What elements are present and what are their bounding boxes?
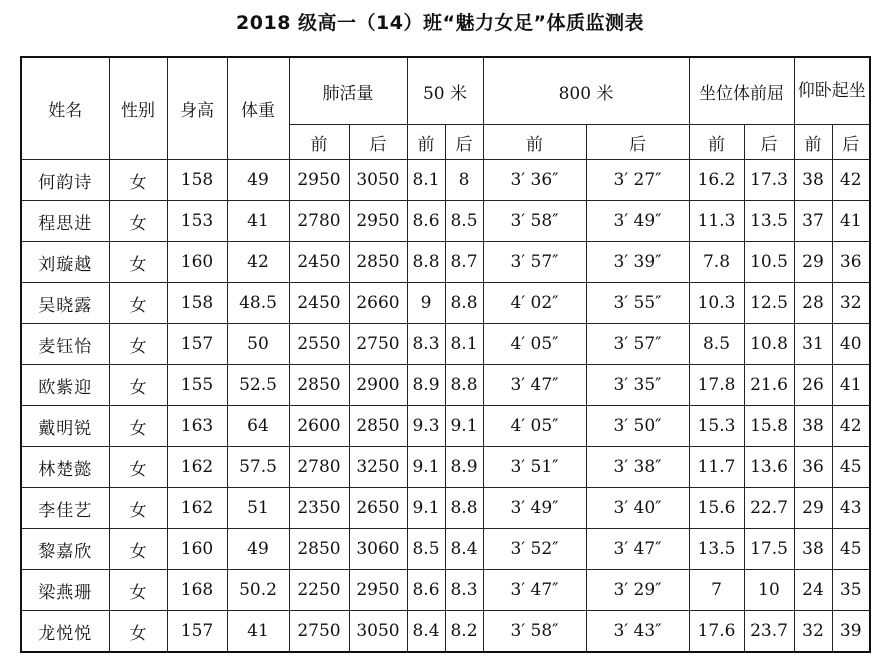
cell-lung-after: 2660 <box>349 283 407 324</box>
header-name: 姓名 <box>21 57 109 160</box>
subheader-after: 后 <box>445 125 483 160</box>
cell-name: 程思进 <box>21 201 109 242</box>
cell-sit-ups-before: 31 <box>794 324 832 365</box>
subheader-before: 前 <box>483 125 586 160</box>
cell-sit-reach-after: 10 <box>744 570 794 611</box>
cell-sit-reach-before: 15.3 <box>689 406 744 447</box>
cell-sit-ups-after: 42 <box>832 160 870 201</box>
cell-gender: 女 <box>109 283 167 324</box>
cell-lung-after: 3060 <box>349 529 407 570</box>
cell-800m-after: 3′ 39″ <box>586 242 689 283</box>
cell-sit-ups-before: 36 <box>794 447 832 488</box>
cell-lung-before: 2780 <box>289 447 349 488</box>
subheader-after: 后 <box>744 125 794 160</box>
cell-sit-reach-after: 10.5 <box>744 242 794 283</box>
cell-sit-reach-after: 17.3 <box>744 160 794 201</box>
cell-800m-after: 3′ 57″ <box>586 324 689 365</box>
header-sit-ups: 仰卧起坐 <box>794 57 870 125</box>
cell-50m-before: 9.1 <box>407 447 445 488</box>
cell-50m-after: 8.2 <box>445 611 483 653</box>
cell-name: 林楚懿 <box>21 447 109 488</box>
table-row <box>21 570 870 611</box>
cell-800m-after: 3′ 27″ <box>586 160 689 201</box>
cell-sit-ups-after: 36 <box>832 242 870 283</box>
cell-sit-ups-before: 38 <box>794 529 832 570</box>
cell-lung-after: 3050 <box>349 160 407 201</box>
cell-gender: 女 <box>109 160 167 201</box>
cell-50m-after: 8.8 <box>445 365 483 406</box>
cell-sit-reach-before: 11.7 <box>689 447 744 488</box>
cell-800m-before: 3′ 52″ <box>483 529 586 570</box>
cell-50m-before: 8.6 <box>407 201 445 242</box>
cell-800m-before: 4′ 05″ <box>483 324 586 365</box>
cell-sit-reach-after: 13.6 <box>744 447 794 488</box>
subheader-after: 后 <box>349 125 407 160</box>
cell-weight: 42 <box>227 242 289 283</box>
cell-800m-after: 3′ 35″ <box>586 365 689 406</box>
cell-50m-before: 8.6 <box>407 570 445 611</box>
cell-50m-after: 8.4 <box>445 529 483 570</box>
cell-sit-ups-after: 41 <box>832 201 870 242</box>
cell-50m-before: 8.8 <box>407 242 445 283</box>
cell-gender: 女 <box>109 201 167 242</box>
cell-sit-ups-before: 32 <box>794 611 832 653</box>
cell-lung-before: 2850 <box>289 365 349 406</box>
cell-sit-ups-before: 29 <box>794 488 832 529</box>
cell-50m-after: 9.1 <box>445 406 483 447</box>
table-row <box>21 283 870 324</box>
cell-weight: 41 <box>227 201 289 242</box>
cell-lung-after: 2850 <box>349 242 407 283</box>
cell-gender: 女 <box>109 529 167 570</box>
cell-weight: 49 <box>227 529 289 570</box>
cell-name: 欧紫迎 <box>21 365 109 406</box>
cell-gender: 女 <box>109 365 167 406</box>
cell-sit-ups-before: 24 <box>794 570 832 611</box>
cell-sit-reach-before: 8.5 <box>689 324 744 365</box>
cell-sit-reach-before: 13.5 <box>689 529 744 570</box>
cell-800m-before: 4′ 05″ <box>483 406 586 447</box>
cell-lung-before: 2950 <box>289 160 349 201</box>
table-row <box>21 529 870 570</box>
cell-weight: 50 <box>227 324 289 365</box>
cell-weight: 50.2 <box>227 570 289 611</box>
cell-sit-ups-after: 39 <box>832 611 870 653</box>
header-lung-capacity: 肺活量 <box>289 57 407 125</box>
cell-sit-ups-after: 42 <box>832 406 870 447</box>
cell-gender: 女 <box>109 324 167 365</box>
table-row <box>21 324 870 365</box>
subheader-after: 后 <box>586 125 689 160</box>
cell-weight: 41 <box>227 611 289 653</box>
cell-weight: 64 <box>227 406 289 447</box>
cell-sit-reach-before: 11.3 <box>689 201 744 242</box>
cell-lung-after: 2650 <box>349 488 407 529</box>
cell-800m-before: 3′ 58″ <box>483 201 586 242</box>
cell-height: 160 <box>167 529 227 570</box>
cell-sit-ups-after: 45 <box>832 447 870 488</box>
cell-sit-reach-before: 7.8 <box>689 242 744 283</box>
cell-50m-before: 8.4 <box>407 611 445 653</box>
cell-gender: 女 <box>109 242 167 283</box>
cell-lung-before: 2450 <box>289 283 349 324</box>
cell-50m-after: 8.3 <box>445 570 483 611</box>
cell-sit-reach-before: 7 <box>689 570 744 611</box>
subheader-before: 前 <box>289 125 349 160</box>
subheader-before: 前 <box>794 125 832 160</box>
cell-sit-ups-after: 41 <box>832 365 870 406</box>
cell-name: 刘璇越 <box>21 242 109 283</box>
cell-800m-before: 3′ 51″ <box>483 447 586 488</box>
cell-gender: 女 <box>109 570 167 611</box>
cell-lung-before: 2450 <box>289 242 349 283</box>
cell-weight: 57.5 <box>227 447 289 488</box>
cell-lung-after: 2750 <box>349 324 407 365</box>
table-row <box>21 365 870 406</box>
header-height: 身高 <box>167 57 227 160</box>
cell-height: 157 <box>167 324 227 365</box>
cell-name: 梁燕珊 <box>21 570 109 611</box>
cell-sit-reach-after: 22.7 <box>744 488 794 529</box>
cell-lung-before: 2550 <box>289 324 349 365</box>
cell-sit-reach-before: 10.3 <box>689 283 744 324</box>
cell-50m-before: 8.5 <box>407 529 445 570</box>
table-row <box>21 160 870 201</box>
cell-sit-ups-before: 38 <box>794 406 832 447</box>
cell-gender: 女 <box>109 406 167 447</box>
table-row <box>21 242 870 283</box>
cell-800m-before: 3′ 58″ <box>483 611 586 653</box>
cell-height: 153 <box>167 201 227 242</box>
cell-name: 黎嘉欣 <box>21 529 109 570</box>
cell-50m-after: 8.8 <box>445 283 483 324</box>
cell-lung-after: 2950 <box>349 570 407 611</box>
cell-sit-reach-before: 15.6 <box>689 488 744 529</box>
cell-sit-reach-after: 12.5 <box>744 283 794 324</box>
cell-50m-after: 8.7 <box>445 242 483 283</box>
cell-50m-after: 8 <box>445 160 483 201</box>
cell-sit-ups-after: 43 <box>832 488 870 529</box>
subheader-after: 后 <box>832 125 870 160</box>
cell-lung-after: 2950 <box>349 201 407 242</box>
table-row <box>21 201 870 242</box>
cell-50m-before: 9.3 <box>407 406 445 447</box>
cell-sit-reach-after: 15.8 <box>744 406 794 447</box>
header-gender: 性别 <box>109 57 167 160</box>
cell-800m-before: 3′ 47″ <box>483 365 586 406</box>
header-weight: 体重 <box>227 57 289 160</box>
table-row <box>21 447 870 488</box>
cell-sit-reach-before: 16.2 <box>689 160 744 201</box>
cell-lung-after: 3250 <box>349 447 407 488</box>
cell-lung-after: 2900 <box>349 365 407 406</box>
cell-height: 162 <box>167 488 227 529</box>
cell-height: 160 <box>167 242 227 283</box>
cell-gender: 女 <box>109 488 167 529</box>
cell-sit-ups-before: 28 <box>794 283 832 324</box>
cell-weight: 48.5 <box>227 283 289 324</box>
cell-height: 158 <box>167 283 227 324</box>
cell-lung-after: 2850 <box>349 406 407 447</box>
cell-lung-before: 2750 <box>289 611 349 653</box>
table-row <box>21 611 870 653</box>
cell-sit-reach-after: 10.8 <box>744 324 794 365</box>
cell-height: 163 <box>167 406 227 447</box>
cell-sit-reach-before: 17.8 <box>689 365 744 406</box>
cell-sit-reach-after: 21.6 <box>744 365 794 406</box>
cell-50m-after: 8.5 <box>445 201 483 242</box>
cell-800m-before: 3′ 49″ <box>483 488 586 529</box>
table-row <box>21 488 870 529</box>
cell-sit-reach-before: 17.6 <box>689 611 744 653</box>
cell-lung-after: 3050 <box>349 611 407 653</box>
cell-sit-ups-before: 37 <box>794 201 832 242</box>
cell-800m-after: 3′ 55″ <box>586 283 689 324</box>
cell-name: 李佳艺 <box>21 488 109 529</box>
cell-50m-after: 8.1 <box>445 324 483 365</box>
cell-800m-after: 3′ 40″ <box>586 488 689 529</box>
cell-sit-reach-after: 17.5 <box>744 529 794 570</box>
subheader-before: 前 <box>689 125 744 160</box>
cell-50m-after: 8.9 <box>445 447 483 488</box>
cell-50m-before: 8.3 <box>407 324 445 365</box>
fitness-table <box>20 56 871 653</box>
cell-sit-reach-after: 13.5 <box>744 201 794 242</box>
header-800m: 800 米 <box>483 57 689 125</box>
header-sit-and-reach: 坐位体前屈 <box>689 57 794 125</box>
cell-sit-ups-before: 29 <box>794 242 832 283</box>
cell-height: 157 <box>167 611 227 653</box>
cell-800m-after: 3′ 38″ <box>586 447 689 488</box>
cell-50m-before: 8.1 <box>407 160 445 201</box>
cell-50m-before: 9 <box>407 283 445 324</box>
cell-800m-before: 4′ 02″ <box>483 283 586 324</box>
cell-weight: 51 <box>227 488 289 529</box>
table-row <box>21 406 870 447</box>
cell-sit-ups-before: 26 <box>794 365 832 406</box>
cell-lung-before: 2600 <box>289 406 349 447</box>
cell-name: 何韵诗 <box>21 160 109 201</box>
cell-800m-after: 3′ 29″ <box>586 570 689 611</box>
cell-gender: 女 <box>109 447 167 488</box>
cell-50m-after: 8.8 <box>445 488 483 529</box>
cell-lung-before: 2850 <box>289 529 349 570</box>
cell-name: 麦钰怡 <box>21 324 109 365</box>
cell-weight: 52.5 <box>227 365 289 406</box>
cell-800m-after: 3′ 50″ <box>586 406 689 447</box>
cell-name: 戴明锐 <box>21 406 109 447</box>
cell-800m-before: 3′ 57″ <box>483 242 586 283</box>
header-50m: 50 米 <box>407 57 483 125</box>
cell-gender: 女 <box>109 611 167 653</box>
cell-50m-before: 9.1 <box>407 488 445 529</box>
cell-800m-after: 3′ 43″ <box>586 611 689 653</box>
cell-weight: 49 <box>227 160 289 201</box>
cell-sit-ups-after: 45 <box>832 529 870 570</box>
table-body <box>21 160 870 653</box>
cell-height: 168 <box>167 570 227 611</box>
subheader-before: 前 <box>407 125 445 160</box>
cell-name: 龙悦悦 <box>21 611 109 653</box>
cell-sit-reach-after: 23.7 <box>744 611 794 653</box>
cell-800m-after: 3′ 49″ <box>586 201 689 242</box>
cell-800m-before: 3′ 47″ <box>483 570 586 611</box>
cell-height: 158 <box>167 160 227 201</box>
page-title: 2018 级高一（14）班“魅力女足”体质监测表 <box>236 12 644 34</box>
cell-50m-before: 8.9 <box>407 365 445 406</box>
cell-height: 162 <box>167 447 227 488</box>
cell-name: 吴晓露 <box>21 283 109 324</box>
cell-sit-ups-after: 40 <box>832 324 870 365</box>
cell-lung-before: 2350 <box>289 488 349 529</box>
cell-sit-ups-after: 35 <box>832 570 870 611</box>
cell-800m-before: 3′ 36″ <box>483 160 586 201</box>
cell-sit-ups-before: 38 <box>794 160 832 201</box>
cell-lung-before: 2780 <box>289 201 349 242</box>
cell-800m-after: 3′ 47″ <box>586 529 689 570</box>
cell-height: 155 <box>167 365 227 406</box>
cell-lung-before: 2250 <box>289 570 349 611</box>
cell-sit-ups-after: 32 <box>832 283 870 324</box>
